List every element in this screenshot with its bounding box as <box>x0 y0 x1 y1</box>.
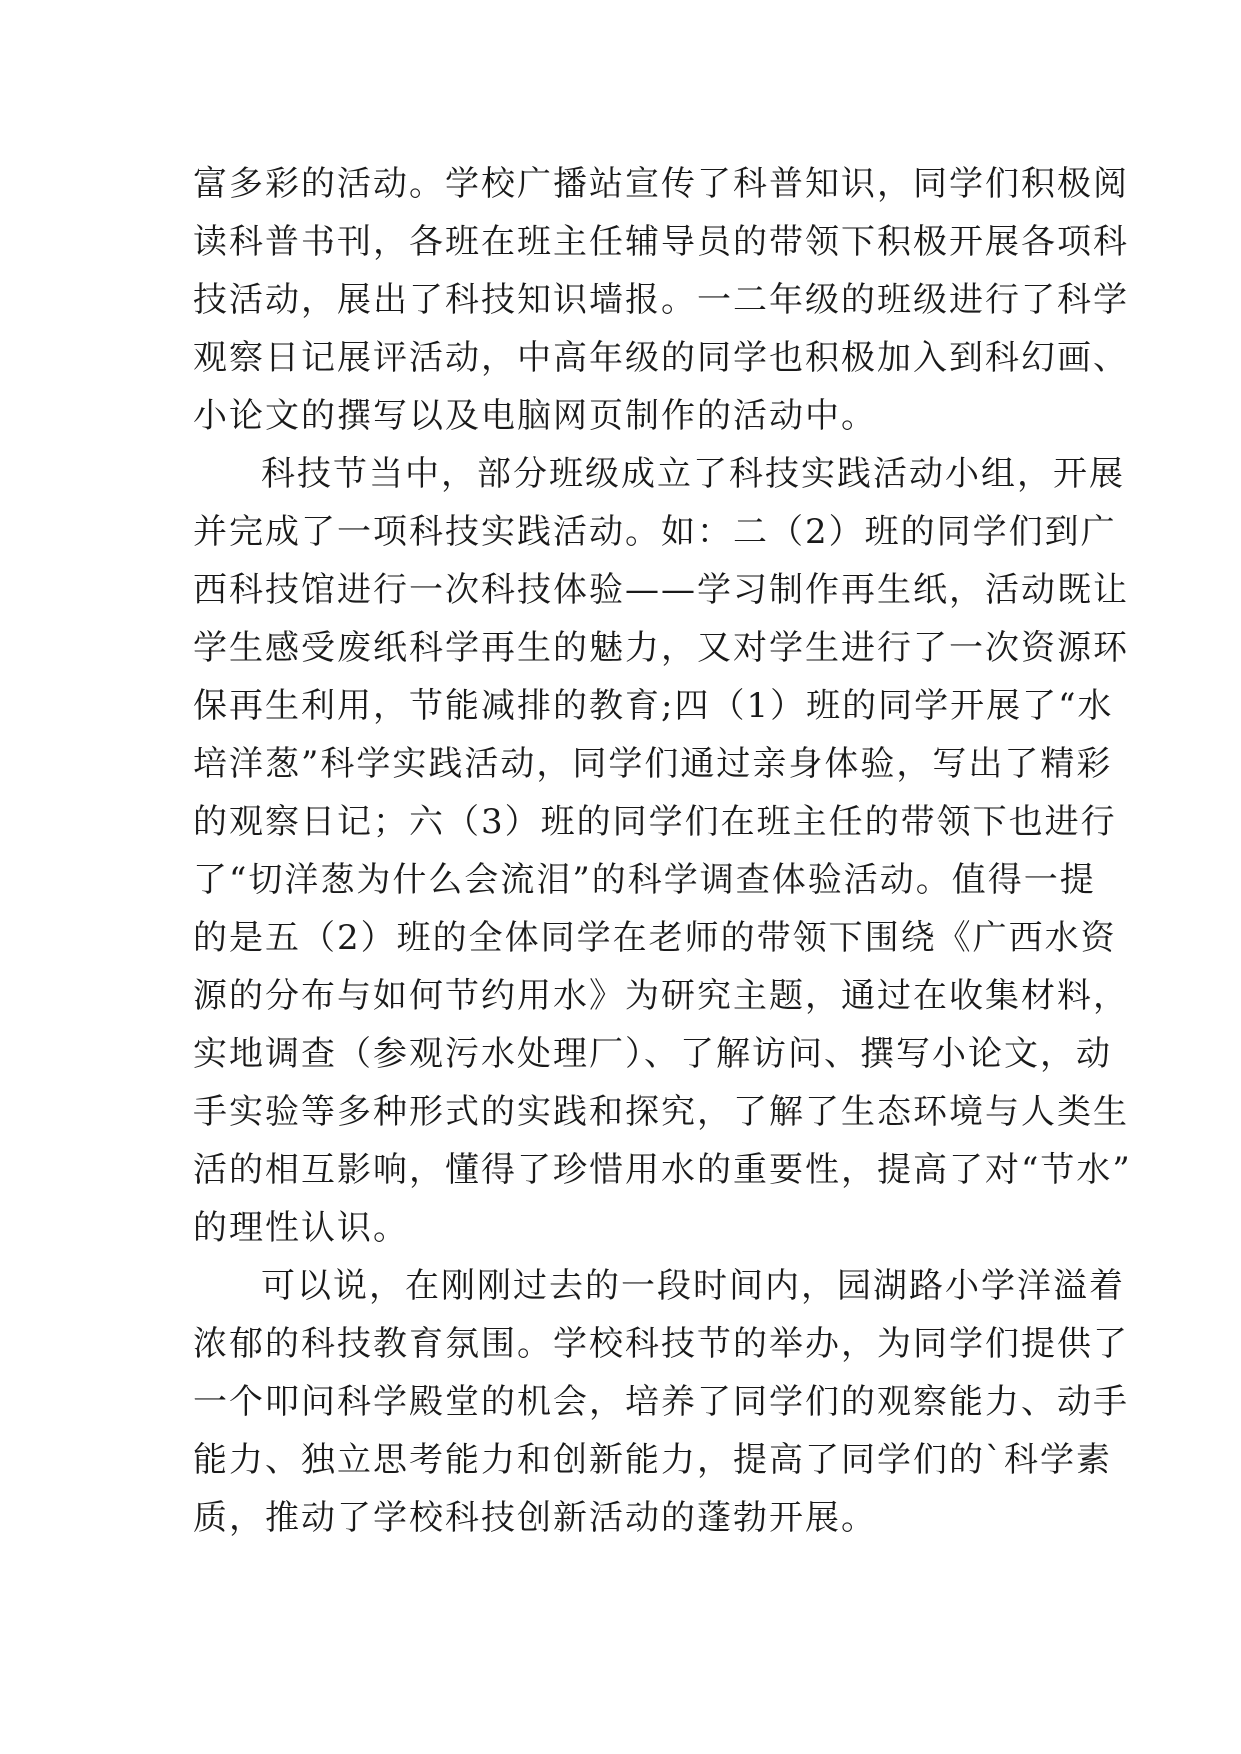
text-line: 观察日记展评活动，中高年级的同学也积极加入到科幻画、 <box>193 338 1129 378</box>
text-line: 浓郁的科技教育氛围。学校科技节的举办，为同学们提供了 <box>193 1324 1129 1364</box>
text-line: 质，推动了学校科技创新活动的蓬勃开展。 <box>193 1498 877 1538</box>
text-line: 的是五（2）班的全体同学在老师的带领下围绕《广西水资 <box>193 918 1117 958</box>
text-line: 源的分布与如何节约用水》为研究主题，通过在收集材料， <box>193 976 1129 1016</box>
text-line: 一个叩问科学殿堂的机会，培养了同学们的观察能力、动手 <box>193 1382 1129 1422</box>
text-line: 了“切洋葱为什么会流泪”的科学调查体验活动。值得一提 <box>193 860 1096 900</box>
text-line: 技活动，展出了科技知识墙报。一二年级的班级进行了科学 <box>193 280 1129 320</box>
text-line: 小论文的撰写以及电脑网页制作的活动中。 <box>193 396 877 436</box>
body-text <box>193 155 1132 1547</box>
text-line: 活的相互影响，懂得了珍惜用水的重要性，提高了对“节水” <box>193 1150 1132 1190</box>
text-line: 的理性认识。 <box>193 1208 409 1248</box>
text-line: 的观察日记；六（3）班的同学们在班主任的带领下也进行 <box>193 802 1117 842</box>
text-line: 并完成了一项科技实践活动。如：二（2）班的同学们到广 <box>193 512 1117 552</box>
paragraph-1 <box>193 155 1129 445</box>
text-line: 能力、独立思考能力和创新能力，提高了同学们的`科学素 <box>193 1440 1112 1480</box>
text-line: 实地调查（参观污水处理厂）、了解访问、撰写小论文，动 <box>193 1034 1112 1074</box>
paragraph-2 <box>193 445 1132 1257</box>
paragraph-3 <box>193 1257 1129 1547</box>
text-line: 科技节当中，部分班级成立了科技实践活动小组，开展 <box>261 454 1125 494</box>
text-line: 富多彩的活动。学校广播站宣传了科普知识，同学们积极阅 <box>193 164 1129 204</box>
text-line: 西科技馆进行一次科技体验——学习制作再生纸，活动既让 <box>193 570 1129 610</box>
text-line: 学生感受废纸科学再生的魅力，又对学生进行了一次资源环 <box>193 628 1129 668</box>
text-line: 可以说，在刚刚过去的一段时间内，园湖路小学洋溢着 <box>261 1266 1125 1306</box>
text-line: 培洋葱”科学实践活动，同学们通过亲身体验，写出了精彩 <box>193 744 1113 784</box>
text-line: 手实验等多种形式的实践和探究，了解了生态环境与人类生 <box>193 1092 1129 1132</box>
text-line: 读科普书刊，各班在班主任辅导员的带领下积极开展各项科 <box>193 222 1129 262</box>
text-line: 保再生利用，节能减排的教育;四（1）班的同学开展了“水 <box>193 686 1114 726</box>
